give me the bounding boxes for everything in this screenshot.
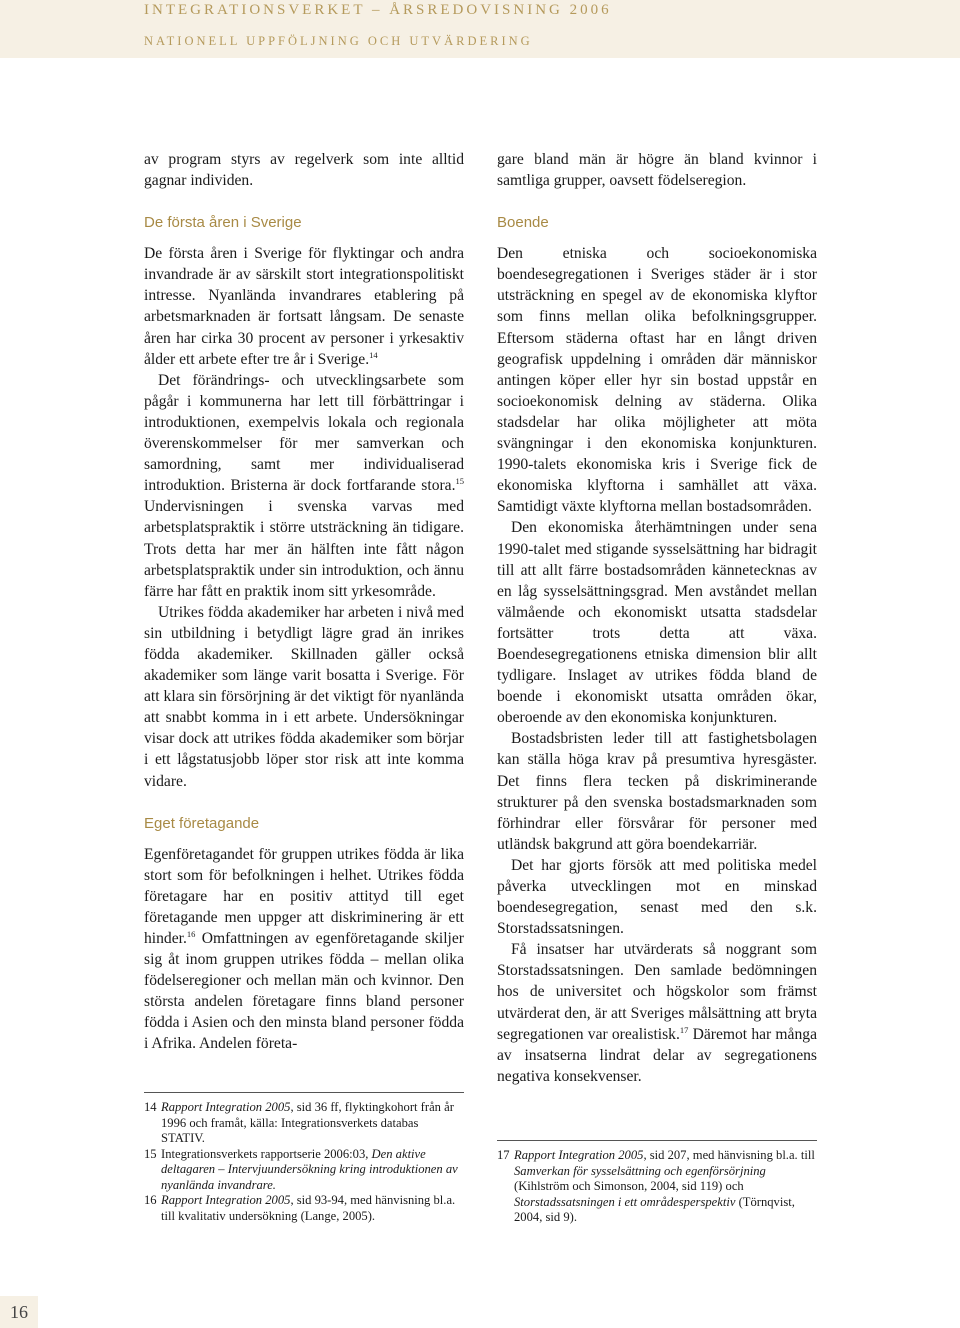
paragraph-text: Omfattningen av egenföretagande skiljer sig åt inom gruppen utrikes födda – mellan olika födelseregioner och mellan män och kvinnor. Den största andelen företagare finns bland personer födda i Asien och den minsta bland personer födda i Afrika. Andelen företa- bbox=[144, 930, 464, 1053]
footnote-text: (Törnqvist, 2004, sid 9). bbox=[514, 1194, 795, 1224]
footnote-number: 16 bbox=[144, 1193, 157, 1207]
page-number: 16 bbox=[10, 1302, 28, 1322]
footnote-italic: Storstadssatsningen i ett områdesperspektiv bbox=[514, 1194, 736, 1209]
paragraph-political-measures: Det har gjorts försök att med politiska medel påverka utvecklingen mot en minskad boendesegregation, senast med den s.k. Storstadssatsningen. bbox=[497, 856, 817, 938]
paragraph-intro: av program styrs av regelverk som inte alltid gagnar individen. bbox=[144, 151, 464, 190]
paragraph-introduction-work bbox=[144, 370, 464, 602]
paragraph-text: De första åren i Sverige för flyktingar och andra invandrade är av särskilt stort integrationspolitiskt intresse. Nyanlända invandrares etablering på arbetsmarknaden är fortsatt långsam. De senaste åren har cirka 30 procent av personer i yrkesaktiv ålder ett arbete efter tre år i Sverige. bbox=[144, 245, 464, 368]
footnote-number: 15 bbox=[144, 1146, 157, 1161]
section-heading-housing: Boende bbox=[497, 214, 549, 232]
paragraph-continued: gare bland män är högre än bland kvinnor i samtliga grupper, oavsett födelseregion. bbox=[497, 151, 817, 190]
paragraph-housing-segregation: Den etniska och socioekonomiska boendesegregationen i Sveriges städer är i stor utsträckning en spegel av de ekonomiska klyftor som finns mellan olika befolkningsgrupper. Eftersom städerna oftast har en långt driven geografisk uppdelning i områden där människor antingen köper eller hyr sin bostad uppstår en socioekonomisk delning av städerna. Olika stadsdelar har olika möjligheter att möta svängningar i den ekonomiska konjunkturen. 1990-talets ekonomiska kris i Sverige fick de ekonomiska klyftorna i samhället att växa. Samtidigt växte klyftorna mellan bostadsområden. bbox=[497, 245, 817, 516]
footnote-ref-15[interactable]: 15 bbox=[455, 476, 464, 487]
footnote-number: 17 bbox=[497, 1148, 510, 1162]
paragraph-evaluation bbox=[497, 939, 817, 1087]
section-heading-own-business: Eget företagande bbox=[144, 814, 260, 832]
footnote-ref-17[interactable]: 17 bbox=[679, 1024, 689, 1035]
running-header-subtitle: NATIONELL UPPFÖLJNING OCH UTVÄRDERING bbox=[144, 34, 533, 48]
footnote-16 bbox=[144, 1193, 464, 1224]
footnote-number: 14 bbox=[144, 1100, 157, 1114]
footnote-15 bbox=[144, 1147, 464, 1194]
paragraph-own-business bbox=[144, 844, 464, 1055]
paragraph-text: Undervisningen i svenska varvas med arbetsplatspraktik i större utsträckning än tidigare. Trots detta har mer än hälften inte fått någon arbetsplatspraktik under sin introduktion, och ännu färre har fått en praktik inom sitt yrkesområde. bbox=[144, 498, 464, 600]
footnote-text: , sid 207, med hänvisning bl.a. till bbox=[643, 1148, 815, 1162]
footnote-text: (Kihlström och Simonson, 2004, sid 119) och bbox=[514, 1179, 744, 1193]
paragraph-first-years bbox=[144, 243, 464, 370]
footnote-italic: Rapport Integration 2005 bbox=[161, 1193, 291, 1207]
footnote-text: , sid 93-94, med hänvisning bl.a. till kvalitativ undersökning (Lange, 2005). bbox=[161, 1193, 456, 1223]
footnote-italic: Rapport Integration 2005 bbox=[514, 1148, 644, 1162]
paragraph-economic-recovery: Den ekonomiska återhämtningen under sena 1990-talet med stigande sysselsättning har bidragit till att allt färre bostadsområden kännetecknas av en låg sysselsättningsgrad. Men avståndet mellan välmående och ekonomiskt utsatta stadsdelar fortsätter trots detta att växa. Boendesegregationens etniska dimension blir allt tydligare. Inslaget av utrikes födda bland de boende i ekonomiskt utsatta områden ökar, oberoende av den ekonomiska konjunkturen. bbox=[497, 519, 817, 727]
footnote-rule-left bbox=[144, 1092, 464, 1093]
paragraph-housing-shortage: Bostadsbristen leder till att fastighetsbolagen kan ställa höga krav på presumtiva hyresgäster. Det finns flera tecken på diskriminerande strukturer på den svenska bostadsmarknaden som förhindrar eller försvårar för personer med utländsk bakgrund att göra boendekarriär. bbox=[497, 730, 817, 853]
left-column bbox=[144, 149, 464, 1055]
paragraph-text: Få insatser har utvärderats så noggrant som Storstadssatsningen. Den samlade bedömningen hos de universitet och högskolor som främst utvärderat den, är att Sveriges målsättning att bryta segregationen var orealistisk. bbox=[497, 941, 817, 1043]
paragraph-text: Egenföretagandet för gruppen utrikes födda är lika stort som för befolkningen i helhet. Utrikes födda företagare har en positiv attityd till eget företagande men uppger att diskriminering är ett hinder. bbox=[144, 845, 464, 947]
footnotes-right bbox=[497, 1148, 817, 1226]
footnote-text: Integrationsverkets rapportserie 2006:03, bbox=[161, 1146, 372, 1161]
running-header-title: INTEGRATIONSVERKET – ÅRSREDOVISNING 2006 bbox=[144, 2, 612, 18]
footnote-ref-16[interactable]: 16 bbox=[186, 929, 196, 939]
footnote-italic: Samverkan för sysselsättning och egenförsörjning bbox=[514, 1163, 766, 1178]
footnote-rule-right bbox=[497, 1140, 817, 1141]
footnote-italic: Rapport Integration 2005 bbox=[161, 1100, 291, 1114]
footnote-ref-14[interactable]: 14 bbox=[369, 349, 378, 360]
section-heading-first-years: De första åren i Sverige bbox=[144, 214, 302, 232]
paragraph-academics: Utrikes födda akademiker har arbeten i nivå med sin utbildning i betydligt lägre grad än inrikes födda akademiker. Skillnaden gäller också akademiker som länge varit bosatta i Sverige. För att klara sin försörjning är det viktigt för nyanlända att snabbt komma in i ett arbete. Undersökningar visar dock att utrikes födda akademiker som börjar i ett lågstatusjobb löper stor risk att inte komma vidare. bbox=[144, 603, 464, 790]
right-column bbox=[497, 149, 817, 1087]
footnote-14 bbox=[144, 1100, 464, 1147]
footnote-17 bbox=[497, 1148, 817, 1226]
footnotes-left bbox=[144, 1100, 464, 1224]
paragraph-text: Det förändrings- och utvecklingsarbete som pågår i kommunerna har lett till förbättringar i introduktionen, exempelvis lokala och regionala överenskommelser för mer samverkan och samordning, samt mer individualiserad introduktion. Bristerna är dock fortfarande stora. bbox=[144, 371, 464, 495]
paragraph-text: Däremot har många av insatserna lindrat delar av segregationens negativa konsekvenser. bbox=[497, 1025, 817, 1085]
footnote-italic: Den aktive deltagaren – Intervjuundersökning kring introduktionen av nyanlända invandrare. bbox=[161, 1146, 458, 1192]
footnote-text: , sid 36 ff, flyktingkohort från år 1996 och framåt, källa: Integrationsverkets databas STATIV. bbox=[161, 1100, 454, 1145]
